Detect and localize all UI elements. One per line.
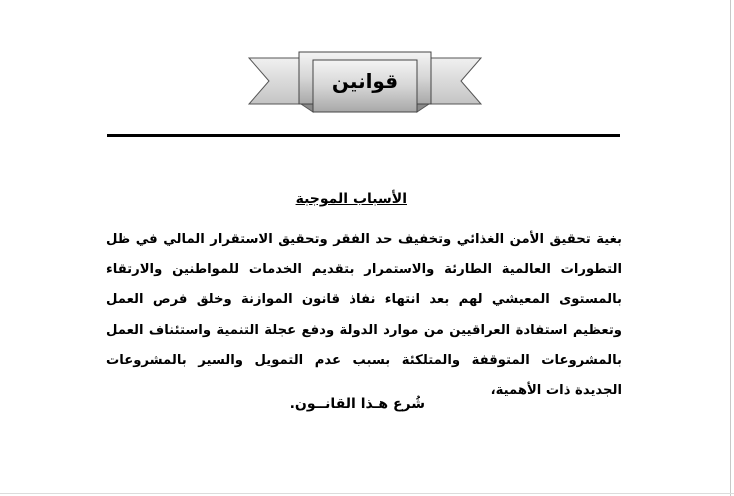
heading-wrap [107,188,407,207]
page-edge-bottom [0,493,734,494]
page-edge-right [730,0,731,496]
title-ribbon-banner [247,50,483,116]
enactment-statement: شُرع هـذا القانــون. [289,396,425,412]
banner-title: قوانين [331,69,399,93]
horizontal-rule [107,134,620,137]
section-heading: الأسباب الموجبة [295,191,407,207]
section-body-paragraph: بغية تحقيق الأمن الغذائي وتخفيف حد الفقر وتحقيق الاستقرار المالي في ظل التطورات العالمية الطارئة والاستمرار بتقديم الخدمات للمواطنين والارتقاء بالمستوى المعيشي لهم بعد انتهاء نفاذ قانون الموازنة وخلق فرص العمل وتعظيم استفادة العراقيين من موارد الدولة ودفع عجلة التنمية واستئناف العمل بالمشروعات المتوقفة والمتلكئة بسبب عدم التمويل والسير بالمشروعات الجديدة ذات الأهمية، [106,232,622,399]
